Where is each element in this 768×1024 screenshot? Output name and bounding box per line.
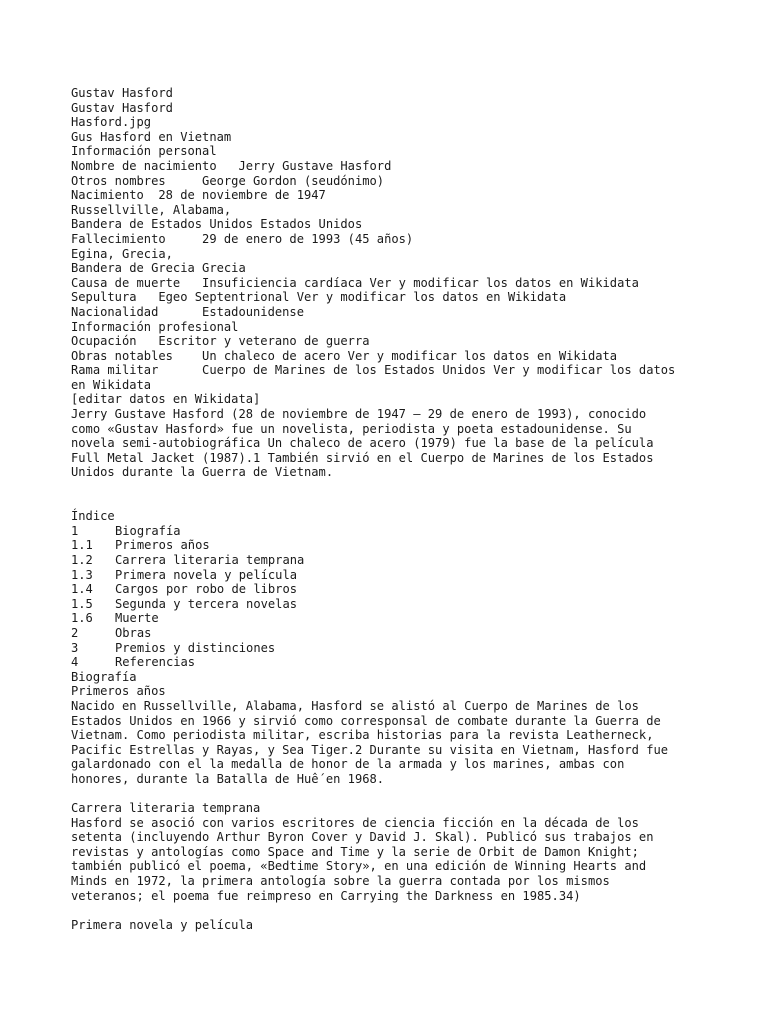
biography-section <box>71 670 711 933</box>
toc-item[interactable] <box>71 597 711 612</box>
text-line: Jerry Gustave Hasford (28 de noviembre de 1947 – 29 de enero de 1993), conocido <box>71 407 647 422</box>
infobox-edit-link[interactable]: [editar datos en Wikidata] <box>71 392 261 407</box>
toc-label: Biografía <box>115 523 181 538</box>
text-line: revistas y antologías como Space and Time y la serie de Orbit de Damon Knight; <box>71 844 639 859</box>
text-line: Vietnam. Como periodista militar, escriba historias para la revista Leatherneck, <box>71 728 654 743</box>
toc-label: Segunda y tercera novelas <box>115 596 298 611</box>
subsection-heading: Primeros años <box>71 684 166 699</box>
text-line: Hasford se asoció con varios escritores de ciencia ficción en la década de los <box>71 815 639 830</box>
infobox-death-place: Egina, Grecia, <box>71 246 173 261</box>
text-line: Minds en 1972, la primera antología sobre la guerra contada por los mismos <box>71 874 610 889</box>
table-of-contents <box>71 509 711 670</box>
section-heading: Biografía <box>71 669 137 684</box>
infobox-burial: Sepultura Egeo Septentrional Ver y modificar los datos en Wikidata <box>71 290 567 305</box>
infobox-name: Gustav Hasford <box>71 100 173 115</box>
text-line: como «Gustav Hasford» fue un novelista, periodista y poeta estadounidense. Su <box>71 421 632 436</box>
infobox-image-name: Hasford.jpg <box>71 115 152 130</box>
infobox-notable-works: Obras notables Un chaleco de acero Ver y modificar los datos en Wikidata <box>71 348 618 363</box>
text-line: también publicó el poema, «Bedtime Story», en una edición de Winning Hearts and <box>71 859 647 874</box>
toc-number: 1.1 <box>71 538 93 553</box>
infobox-military-branch: Rama militar Cuerpo de Marines de los Estados Unidos Ver y modificar los datos <box>71 363 676 378</box>
document-body <box>71 86 711 932</box>
toc-item[interactable] <box>71 524 711 539</box>
subsection-heading: Carrera literaria temprana <box>71 801 261 816</box>
early-years-paragraph <box>71 699 711 787</box>
infobox-title: Gustav Hasford <box>71 86 173 100</box>
toc-item[interactable] <box>71 568 711 583</box>
toc-item[interactable] <box>71 538 711 553</box>
toc-title: Índice <box>71 509 115 524</box>
toc-label: Cargos por robo de libros <box>115 582 298 597</box>
infobox-birth: Nacimiento 28 de noviembre de 1947 <box>71 188 326 203</box>
infobox-birth-flag: Bandera de Estados Unidos Estados Unidos <box>71 217 363 232</box>
infobox-military-branch-cont: en Wikidata <box>71 377 152 392</box>
toc-number: 1 <box>71 523 79 538</box>
toc-label: Carrera literaria temprana <box>115 553 305 567</box>
toc-label: Premios y distinciones <box>115 640 276 655</box>
text-line: honores, durante la Batalla de Huế en 1968. <box>71 771 385 786</box>
toc-number: 1.5 <box>71 596 93 611</box>
text-line: Estados Unidos en 1966 y sirvió como corresponsal de combate durante la Guerra de <box>71 713 661 728</box>
toc-item[interactable] <box>71 626 711 641</box>
toc-number: 1.6 <box>71 611 93 626</box>
infobox-birth-name: Nombre de nacimiento Jerry Gustave Hasford <box>71 158 392 173</box>
infobox-cause-of-death: Causa de muerte Insuficiencia cardíaca Ver y modificar los datos en Wikidata <box>71 275 639 290</box>
infobox-other-names: Otros nombres George Gordon (seudónimo) <box>71 173 385 188</box>
infobox-nationality: Nacionalidad Estadounidense <box>71 304 304 319</box>
spacer <box>71 480 711 495</box>
toc-label: Primeros años <box>115 538 210 553</box>
toc-item[interactable] <box>71 611 711 626</box>
toc-label: Referencias <box>115 655 196 670</box>
spacer <box>71 903 711 918</box>
infobox-section-professional: Información profesional <box>71 319 239 334</box>
infobox-birth-place: Russellville, Alabama, <box>71 202 232 217</box>
infobox <box>71 86 711 407</box>
toc-item[interactable] <box>71 655 711 670</box>
toc-item[interactable] <box>71 553 711 568</box>
intro-paragraph <box>71 407 711 480</box>
spacer <box>71 495 711 510</box>
subsection-heading: Primera novela y película <box>71 917 254 932</box>
toc-number: 1.3 <box>71 567 93 582</box>
toc-number: 4 <box>71 655 79 670</box>
toc-number: 2 <box>71 625 79 640</box>
career-paragraph <box>71 816 711 904</box>
infobox-occupation: Ocupación Escritor y veterano de guerra <box>71 334 370 349</box>
text-line: galardonado con el la medalla de honor de la armada y los marines, ambas con <box>71 757 625 772</box>
toc-number: 1.2 <box>71 553 93 567</box>
infobox-death: Fallecimiento 29 de enero de 1993 (45 años) <box>71 231 414 246</box>
infobox-image-caption: Gus Hasford en Vietnam <box>71 129 232 144</box>
text-line: Nacido en Russellville, Alabama, Hasford se alistó al Cuerpo de Marines de los <box>71 698 639 713</box>
toc-label: Muerte <box>115 611 159 626</box>
text-line: Full Metal Jacket (1987).1 También sirvió en el Cuerpo de Marines de los Estados <box>71 450 654 465</box>
text-line: Pacific Estrellas y Rayas, y Sea Tiger.2 Durante su visita en Vietnam, Hasford fue <box>71 742 669 757</box>
text-line: Unidos durante la Guerra de Vietnam. <box>71 465 334 480</box>
toc-number: 3 <box>71 640 79 655</box>
toc-label: Obras <box>115 625 152 640</box>
infobox-death-flag: Bandera de Grecia Grecia <box>71 261 246 276</box>
toc-item[interactable] <box>71 641 711 656</box>
text-line: setenta (incluyendo Arthur Byron Cover y David J. Skal). Publicó sus trabajos en <box>71 830 654 845</box>
text-line: veteranos; el poema fue reimpreso en Carrying the Darkness en 1985.34) <box>71 888 581 903</box>
infobox-section-personal: Información personal <box>71 144 217 159</box>
toc-number: 1.4 <box>71 582 93 597</box>
text-line: novela semi-autobiográfica Un chaleco de acero (1979) fue la base de la película <box>71 436 654 451</box>
toc-label: Primera novela y película <box>115 567 298 582</box>
spacer <box>71 787 711 802</box>
toc-item[interactable] <box>71 582 711 597</box>
